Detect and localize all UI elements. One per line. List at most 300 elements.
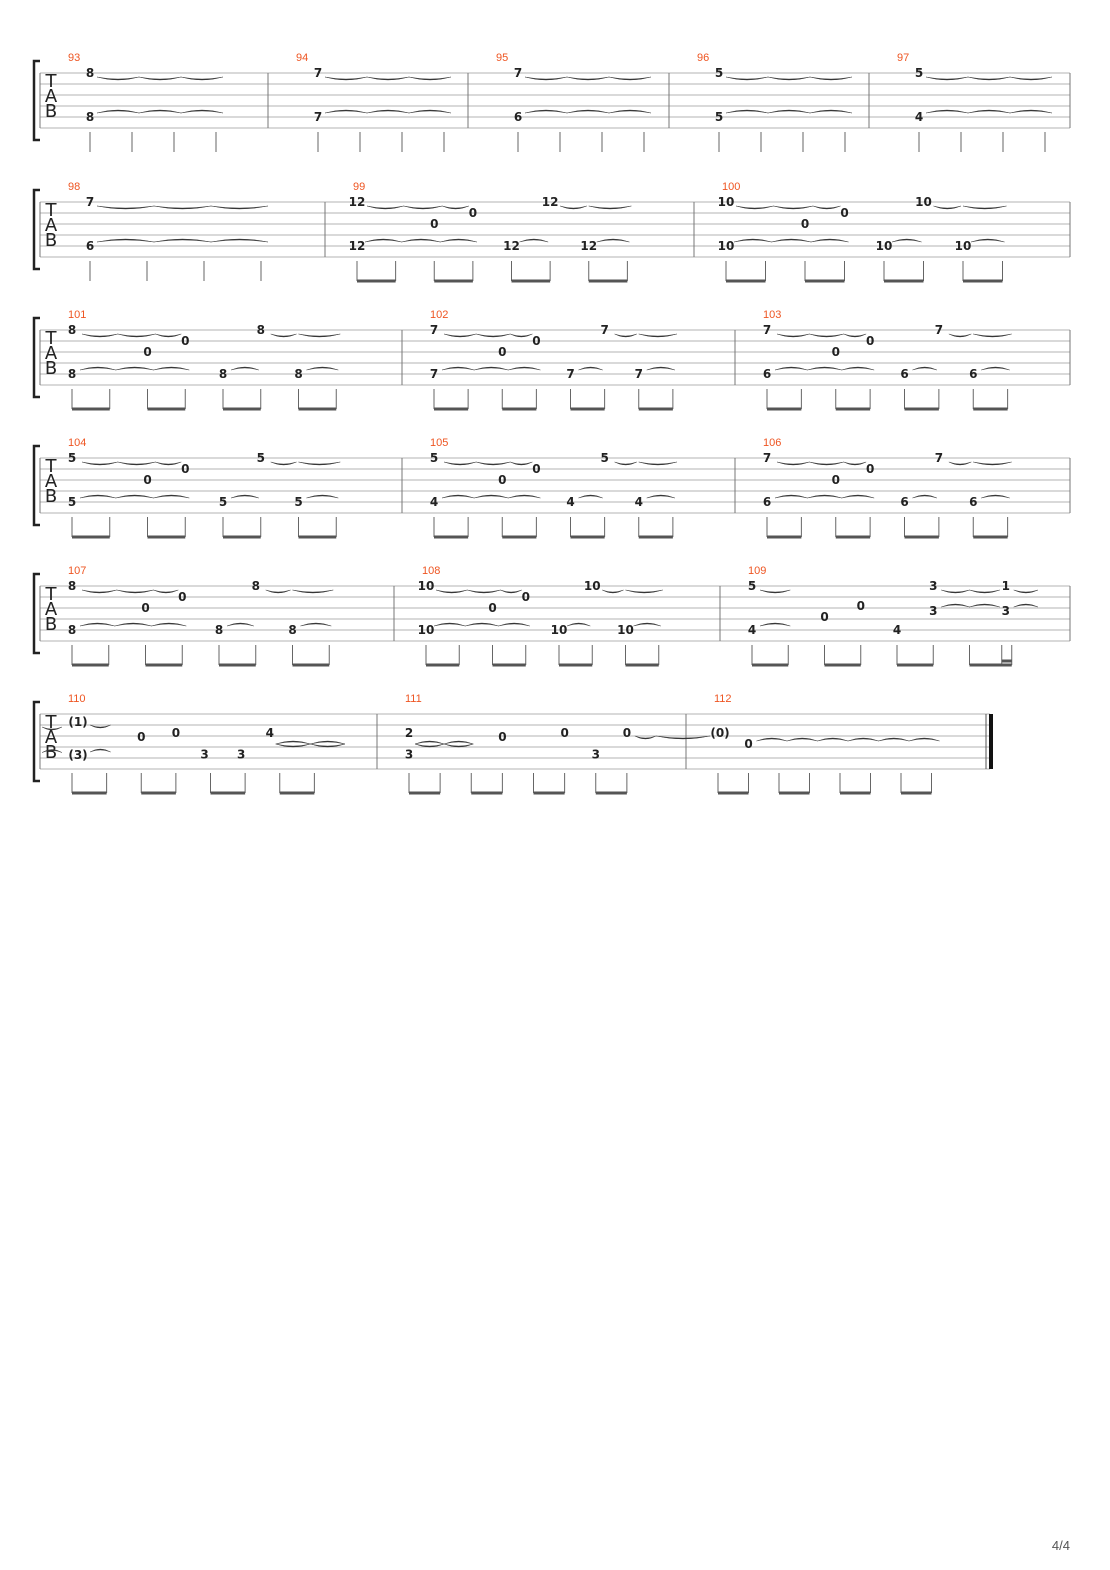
fret-number: 0 bbox=[181, 334, 190, 348]
tab-clef-letter: A bbox=[44, 599, 58, 620]
tie bbox=[639, 334, 677, 337]
tie bbox=[211, 239, 268, 242]
beam bbox=[148, 536, 186, 539]
fret-number: 8 bbox=[251, 579, 260, 593]
tie bbox=[973, 462, 1011, 465]
measure-number: 99 bbox=[353, 181, 366, 193]
fret-number: 0 bbox=[560, 726, 569, 740]
beam bbox=[72, 664, 109, 667]
fret-number: 0 bbox=[137, 730, 146, 744]
fret-number: 6 bbox=[969, 367, 978, 381]
tie bbox=[271, 334, 297, 337]
measure-number: 102 bbox=[430, 309, 449, 321]
tie bbox=[567, 623, 590, 626]
tie bbox=[415, 741, 444, 744]
beam bbox=[825, 664, 861, 667]
tie bbox=[307, 367, 339, 370]
fret-number: 4 bbox=[747, 623, 757, 637]
tie bbox=[757, 738, 788, 741]
fret-number: 8 bbox=[67, 623, 77, 637]
fret-number: (1) bbox=[68, 715, 88, 729]
tie bbox=[444, 462, 476, 465]
tie bbox=[476, 334, 510, 337]
fret-number: 8 bbox=[67, 579, 77, 593]
tie bbox=[97, 239, 154, 242]
tie bbox=[465, 623, 498, 626]
fret-number: 5 bbox=[218, 495, 228, 509]
tie bbox=[626, 590, 663, 593]
tie bbox=[777, 334, 809, 337]
measure-number: 97 bbox=[897, 52, 910, 64]
tie bbox=[301, 623, 332, 626]
fret-number: 0 bbox=[488, 601, 497, 615]
beam bbox=[897, 664, 933, 667]
tie bbox=[476, 462, 510, 465]
tie bbox=[813, 206, 841, 209]
fret-number: 12 bbox=[348, 239, 366, 253]
tie bbox=[807, 495, 841, 498]
beam bbox=[493, 664, 526, 667]
tie bbox=[508, 495, 540, 498]
fret-number: 4 bbox=[914, 110, 924, 124]
fret-number: 0 bbox=[831, 345, 840, 359]
tie bbox=[615, 334, 637, 337]
tie bbox=[501, 590, 522, 593]
tie bbox=[1014, 604, 1038, 607]
tie bbox=[367, 110, 409, 113]
fret-number: 8 bbox=[67, 323, 77, 337]
fret-number: 10 bbox=[717, 239, 735, 253]
fret-number: 8 bbox=[294, 367, 303, 381]
tab-clef-letter: A bbox=[44, 727, 58, 748]
tie bbox=[615, 462, 637, 465]
tie bbox=[926, 77, 968, 80]
tie bbox=[402, 239, 441, 242]
measure-number: 108 bbox=[422, 565, 441, 577]
tie bbox=[82, 462, 118, 465]
tab-clef-letter: T bbox=[45, 328, 57, 349]
fret-number: 0 bbox=[840, 206, 849, 220]
tie bbox=[602, 590, 623, 593]
tie bbox=[276, 744, 311, 747]
tie bbox=[787, 738, 818, 741]
measure-number: 104 bbox=[68, 437, 87, 449]
fret-number: 0 bbox=[521, 590, 530, 604]
tie bbox=[818, 738, 849, 741]
tie bbox=[271, 462, 297, 465]
fret-number: 0 bbox=[856, 598, 865, 613]
beam bbox=[963, 280, 1003, 283]
tie bbox=[609, 77, 651, 80]
tie bbox=[809, 334, 843, 337]
tie bbox=[1010, 77, 1052, 80]
fret-number: 3 bbox=[1001, 604, 1010, 618]
fret-number: 3 bbox=[404, 747, 414, 762]
fret-number: 12 bbox=[541, 195, 559, 209]
tie bbox=[848, 738, 879, 741]
fret-number: 10 bbox=[417, 579, 435, 593]
fret-number: 10 bbox=[915, 195, 932, 209]
tie bbox=[508, 367, 540, 370]
fret-number: 10 bbox=[954, 239, 972, 253]
tie bbox=[156, 334, 182, 337]
beam bbox=[836, 536, 870, 539]
measure-number: 96 bbox=[697, 52, 710, 64]
tab-clef-letter: A bbox=[44, 215, 58, 236]
beam bbox=[639, 408, 673, 411]
fret-number: 5 bbox=[67, 495, 77, 509]
fret-number: 0 bbox=[744, 737, 753, 751]
tie bbox=[97, 206, 154, 209]
fret-number: 7 bbox=[762, 323, 772, 337]
system-bracket bbox=[34, 61, 40, 140]
tie bbox=[152, 623, 187, 626]
tie bbox=[736, 206, 774, 209]
tab-clef-letter: T bbox=[45, 584, 57, 605]
tie bbox=[968, 77, 1010, 80]
tie bbox=[971, 239, 1005, 242]
tie bbox=[116, 367, 154, 370]
fret-number: 4 bbox=[634, 495, 643, 509]
fret-number: 8 bbox=[256, 323, 265, 337]
tie bbox=[444, 741, 473, 744]
fret-number: 6 bbox=[513, 110, 523, 124]
system-bracket bbox=[34, 702, 40, 781]
tie bbox=[560, 206, 587, 209]
fret-number: 10 bbox=[583, 579, 601, 593]
tie bbox=[365, 239, 402, 242]
beam bbox=[752, 664, 788, 667]
tie bbox=[154, 590, 179, 593]
tie bbox=[444, 744, 473, 747]
measure-number: 93 bbox=[68, 52, 81, 64]
tie bbox=[266, 590, 291, 593]
beam bbox=[471, 792, 502, 795]
fret-number: 5 bbox=[747, 579, 757, 593]
beam bbox=[884, 280, 924, 283]
tie bbox=[774, 206, 814, 209]
beam bbox=[434, 536, 468, 539]
measure-number: 101 bbox=[68, 309, 87, 321]
beam bbox=[767, 408, 801, 411]
fret-number: 3 bbox=[591, 747, 600, 762]
beam bbox=[211, 792, 246, 795]
beam bbox=[72, 536, 110, 539]
tie bbox=[90, 749, 111, 752]
beam bbox=[836, 408, 870, 411]
fret-number: 10 bbox=[617, 623, 634, 637]
fret-number: 7 bbox=[934, 323, 944, 337]
tie bbox=[154, 206, 211, 209]
tab-clef-letter: B bbox=[44, 614, 58, 635]
fret-number: 0 bbox=[178, 590, 187, 604]
tie bbox=[115, 623, 152, 626]
tie bbox=[892, 239, 922, 242]
fret-number: 7 bbox=[429, 323, 439, 337]
beam bbox=[970, 664, 1012, 667]
tie bbox=[510, 334, 532, 337]
tie bbox=[810, 77, 852, 80]
fret-number: 6 bbox=[900, 495, 909, 509]
beam bbox=[72, 792, 107, 795]
fret-number: 7 bbox=[313, 66, 323, 80]
fret-number: 5 bbox=[714, 110, 724, 124]
fret-number: 10 bbox=[417, 623, 435, 637]
tie bbox=[442, 206, 469, 209]
tab-clef-letter: T bbox=[45, 712, 57, 733]
tie bbox=[934, 206, 962, 209]
measure-number: 109 bbox=[748, 565, 767, 577]
fret-number: 0 bbox=[865, 334, 875, 348]
final-barline-thick bbox=[989, 714, 993, 769]
tie bbox=[844, 462, 866, 465]
beam bbox=[223, 536, 261, 539]
system-bracket bbox=[34, 574, 40, 653]
fret-number: 7 bbox=[429, 367, 439, 381]
beam bbox=[534, 792, 565, 795]
tab-clef-letter: B bbox=[44, 742, 58, 763]
tie bbox=[760, 623, 790, 626]
tie bbox=[276, 741, 311, 744]
tie bbox=[647, 367, 675, 370]
tie bbox=[777, 462, 809, 465]
tie bbox=[293, 590, 334, 593]
beam bbox=[901, 792, 932, 795]
tie bbox=[879, 738, 910, 741]
fret-number: 10 bbox=[550, 623, 568, 637]
tie bbox=[154, 367, 190, 370]
tie bbox=[1010, 110, 1052, 113]
fret-number: 6 bbox=[969, 495, 978, 509]
beam bbox=[148, 408, 186, 411]
tab-clef-letter: A bbox=[44, 86, 58, 107]
tie bbox=[325, 77, 367, 80]
measure-number: 105 bbox=[430, 437, 449, 449]
tab-clef-letter: B bbox=[44, 101, 58, 122]
beam bbox=[146, 664, 183, 667]
beam bbox=[718, 792, 749, 795]
beam bbox=[502, 536, 536, 539]
fret-number: 1 bbox=[1001, 579, 1010, 593]
tie bbox=[404, 206, 443, 209]
beam bbox=[559, 664, 592, 667]
measure-number: 107 bbox=[68, 565, 87, 577]
tie bbox=[442, 495, 474, 498]
beam bbox=[571, 536, 605, 539]
fret-number: 5 bbox=[256, 451, 265, 465]
tie bbox=[227, 623, 254, 626]
tie bbox=[609, 110, 651, 113]
tab-clef-letter: T bbox=[45, 456, 57, 477]
tie bbox=[520, 239, 549, 242]
fret-number: 0 bbox=[820, 609, 829, 624]
measure-number: 98 bbox=[68, 181, 81, 193]
tie bbox=[231, 495, 259, 498]
tab-clef-letter: B bbox=[44, 486, 58, 507]
beam bbox=[726, 280, 766, 283]
fret-number: 3 bbox=[236, 747, 246, 762]
tie bbox=[211, 206, 268, 209]
tie bbox=[635, 736, 656, 739]
fret-number: 7 bbox=[566, 367, 575, 381]
fret-number: 12 bbox=[580, 239, 598, 253]
tie bbox=[844, 334, 866, 337]
tie bbox=[118, 462, 156, 465]
tie bbox=[367, 206, 404, 209]
tie bbox=[90, 725, 111, 728]
fret-number: 8 bbox=[67, 367, 77, 381]
fret-number: 8 bbox=[218, 367, 228, 381]
beam bbox=[223, 408, 261, 411]
measure-number: 110 bbox=[68, 693, 86, 705]
fret-number: 0 bbox=[498, 473, 507, 487]
beam bbox=[426, 664, 459, 667]
tie bbox=[775, 495, 807, 498]
fret-number: (0) bbox=[710, 726, 730, 740]
fret-number: 6 bbox=[762, 495, 772, 509]
tie bbox=[442, 367, 474, 370]
fret-number: 4 bbox=[265, 726, 274, 740]
page-number: 4/4 bbox=[1051, 1538, 1070, 1553]
tie bbox=[467, 590, 500, 593]
tie bbox=[80, 495, 116, 498]
tie bbox=[231, 367, 259, 370]
beam bbox=[1002, 660, 1012, 663]
tie bbox=[97, 110, 139, 113]
tie bbox=[909, 738, 940, 741]
tie bbox=[444, 334, 476, 337]
fret-number: 8 bbox=[85, 110, 95, 124]
tie bbox=[772, 239, 812, 242]
beam bbox=[571, 408, 605, 411]
fret-number: 7 bbox=[313, 110, 323, 124]
beam bbox=[805, 280, 845, 283]
fret-number: 4 bbox=[566, 495, 575, 509]
tie bbox=[139, 77, 181, 80]
tie bbox=[116, 495, 154, 498]
fret-number: 10 bbox=[717, 195, 735, 209]
tie bbox=[436, 590, 467, 593]
tie bbox=[156, 462, 182, 465]
tab-clef-letter: T bbox=[45, 71, 57, 92]
tie bbox=[117, 590, 154, 593]
tie bbox=[525, 77, 567, 80]
beam bbox=[589, 280, 628, 283]
beam bbox=[512, 280, 551, 283]
tie bbox=[499, 623, 530, 626]
tie bbox=[510, 462, 532, 465]
tie bbox=[474, 367, 508, 370]
tie bbox=[325, 110, 367, 113]
beam bbox=[72, 408, 110, 411]
tie bbox=[926, 110, 968, 113]
tie bbox=[949, 334, 971, 337]
tie bbox=[440, 239, 477, 242]
fret-number: 0 bbox=[143, 345, 152, 359]
tie bbox=[597, 239, 630, 242]
beam bbox=[299, 536, 337, 539]
fret-number: (3) bbox=[68, 748, 88, 762]
fret-number: 7 bbox=[600, 323, 609, 337]
fret-number: 0 bbox=[171, 726, 181, 740]
beam bbox=[434, 280, 473, 283]
tie bbox=[409, 110, 451, 113]
tab-clef-letter: B bbox=[44, 358, 58, 379]
tab-clef-letter: B bbox=[44, 230, 58, 251]
tie bbox=[913, 367, 937, 370]
tie bbox=[639, 462, 677, 465]
fret-number: 8 bbox=[288, 623, 297, 637]
beam bbox=[767, 536, 801, 539]
fret-number: 7 bbox=[513, 66, 523, 80]
tie bbox=[299, 462, 341, 465]
fret-number: 7 bbox=[934, 451, 944, 465]
fret-number: 12 bbox=[348, 195, 366, 209]
fret-number: 0 bbox=[143, 473, 152, 487]
system-bracket bbox=[34, 190, 40, 269]
tie bbox=[474, 495, 508, 498]
tie bbox=[589, 206, 632, 209]
measure-number: 106 bbox=[763, 437, 782, 449]
fret-number: 6 bbox=[85, 239, 95, 253]
tie bbox=[310, 744, 345, 747]
fret-number: 0 bbox=[532, 334, 541, 348]
tie bbox=[768, 110, 810, 113]
measure-number: 95 bbox=[496, 52, 509, 64]
beam bbox=[502, 408, 536, 411]
tie bbox=[726, 110, 768, 113]
tie bbox=[82, 334, 118, 337]
tie bbox=[307, 495, 339, 498]
tie bbox=[181, 110, 223, 113]
measure-number: 112 bbox=[714, 693, 732, 705]
tie bbox=[139, 110, 181, 113]
tie bbox=[949, 462, 971, 465]
beam bbox=[409, 792, 440, 795]
tie bbox=[409, 77, 451, 80]
tie bbox=[181, 77, 223, 80]
fret-number: 0 bbox=[430, 217, 439, 231]
system-bracket bbox=[34, 446, 40, 525]
tie bbox=[810, 110, 852, 113]
fret-number: 10 bbox=[875, 239, 893, 253]
tie bbox=[367, 77, 409, 80]
tie bbox=[913, 495, 937, 498]
tie bbox=[775, 367, 807, 370]
beam bbox=[905, 536, 939, 539]
tie bbox=[154, 495, 190, 498]
fret-number: 0 bbox=[831, 473, 840, 487]
beam bbox=[280, 792, 315, 795]
tab-clef-letter: A bbox=[44, 471, 58, 492]
tie bbox=[434, 623, 465, 626]
tie bbox=[415, 744, 444, 747]
tab-clef-letter: T bbox=[45, 200, 57, 221]
tie bbox=[760, 590, 790, 593]
tie bbox=[941, 590, 969, 593]
tie bbox=[80, 623, 115, 626]
tie bbox=[299, 334, 341, 337]
fret-number: 3 bbox=[200, 747, 209, 762]
fret-number: 0 bbox=[865, 462, 875, 476]
fret-number: 0 bbox=[181, 462, 190, 476]
tie bbox=[842, 367, 874, 370]
beam bbox=[357, 280, 396, 283]
tie bbox=[656, 736, 710, 739]
tie bbox=[310, 741, 345, 744]
tie bbox=[807, 367, 841, 370]
beam bbox=[434, 408, 468, 411]
